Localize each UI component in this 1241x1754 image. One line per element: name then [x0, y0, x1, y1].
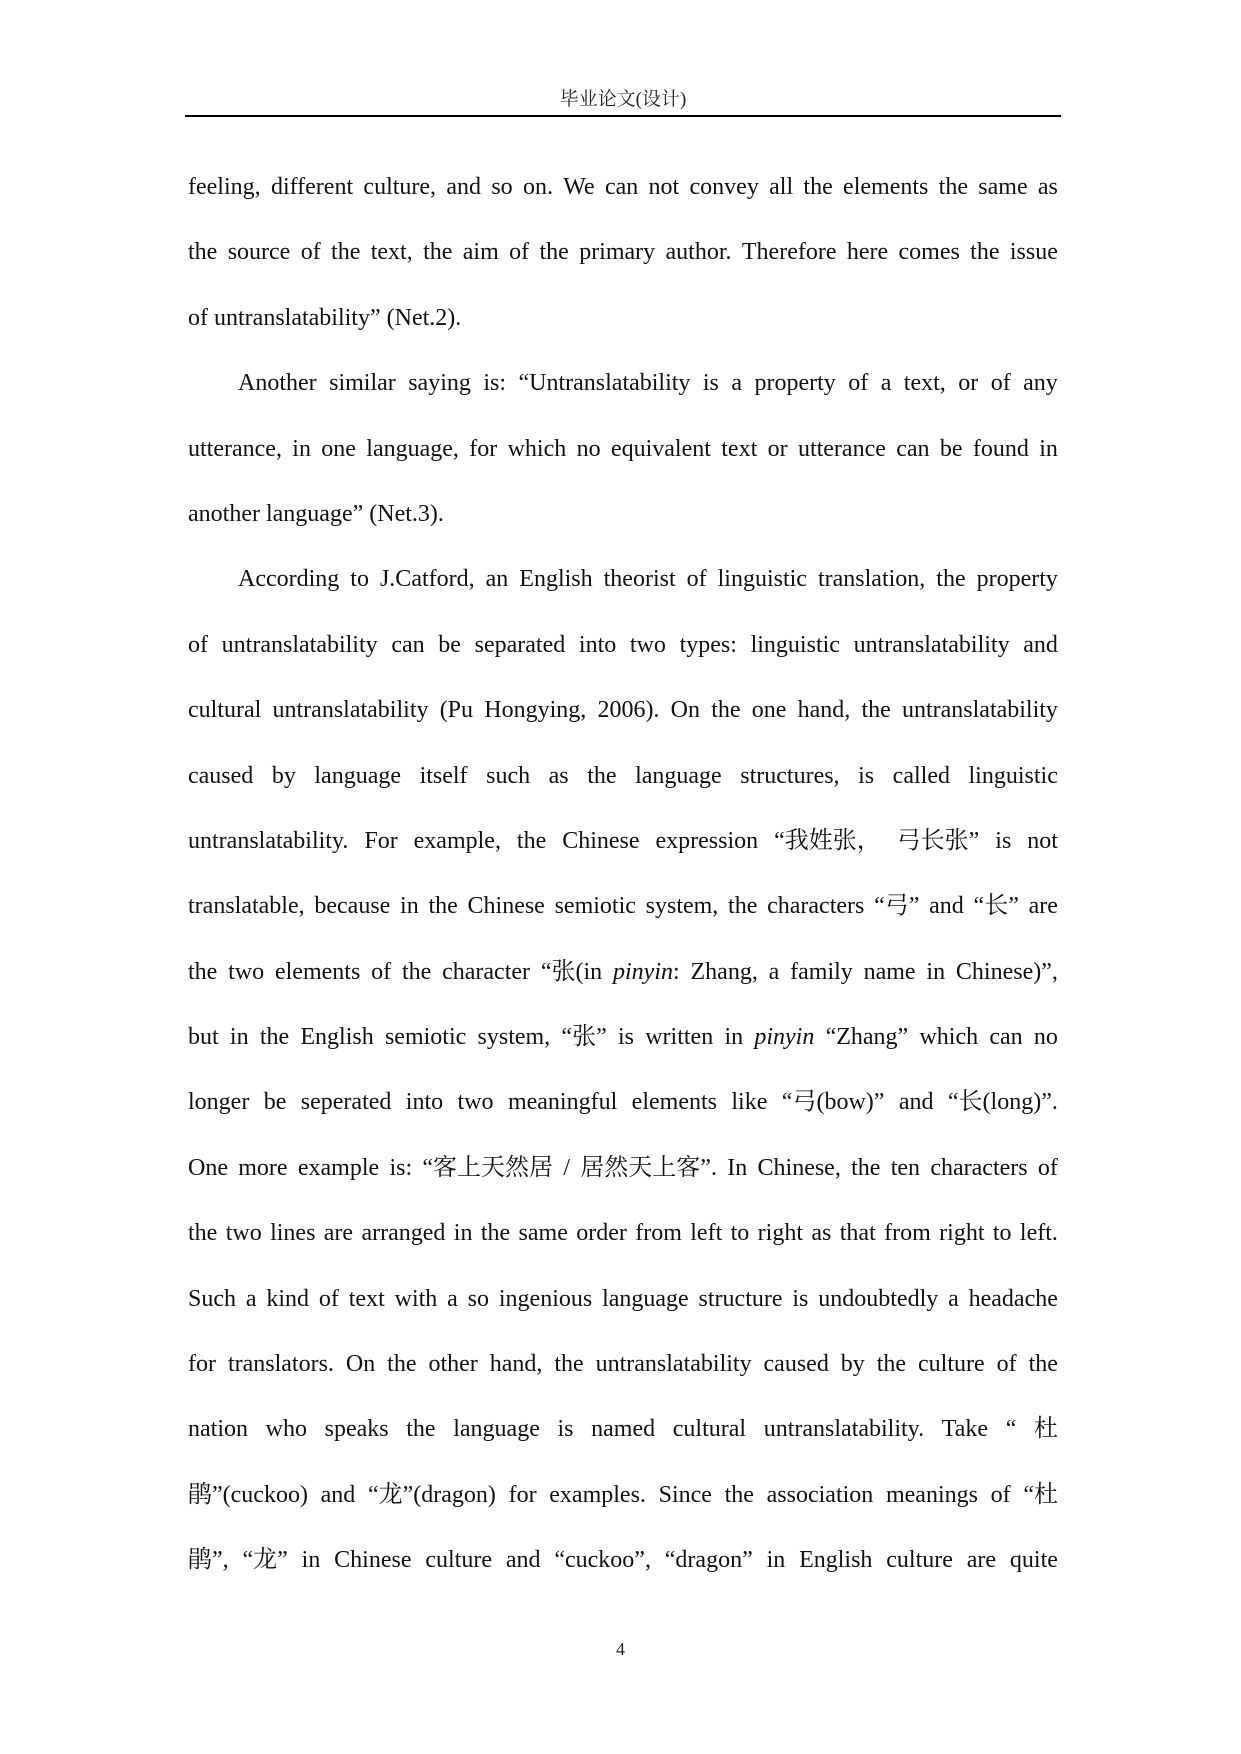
word: arranged: [361, 1220, 446, 1247]
word: feeling,: [188, 174, 261, 200]
word: and: [1023, 631, 1058, 658]
word: left: [690, 1220, 723, 1247]
word: another: [188, 500, 260, 527]
word: in: [926, 958, 946, 985]
word: from: [884, 1220, 931, 1247]
word: utterance,: [188, 435, 282, 462]
word: text,: [903, 370, 946, 397]
word: language”: [265, 500, 364, 527]
word: system,: [477, 1024, 551, 1051]
word: elements: [843, 174, 929, 200]
word: is:: [389, 1154, 413, 1181]
word: because: [314, 893, 391, 920]
word: elements: [274, 958, 361, 985]
word: structure: [698, 1285, 783, 1312]
text-line: [188, 678, 1058, 743]
word: called: [892, 762, 950, 789]
word: left.: [1019, 1220, 1058, 1247]
word: the: [936, 566, 966, 593]
word: language: [635, 762, 722, 789]
word: language: [314, 762, 402, 789]
word: the: [711, 697, 741, 724]
word: theorist: [603, 566, 676, 593]
word: “长(long)”.: [947, 1089, 1058, 1116]
word: named: [591, 1416, 656, 1443]
word: two: [225, 1220, 262, 1247]
word: untranslatability.: [763, 1416, 925, 1443]
word: of: [188, 631, 208, 658]
word: untranslatability: [272, 697, 429, 724]
word: and: [505, 1547, 541, 1574]
word: two: [228, 958, 265, 985]
word: on.: [522, 174, 553, 200]
word: but: [188, 1024, 219, 1051]
word: (Net.3).: [369, 500, 444, 527]
word: English: [519, 566, 593, 593]
word: the: [970, 239, 1000, 266]
word: Zhang,: [690, 958, 758, 985]
word: like: [731, 1089, 768, 1116]
word: the: [861, 697, 891, 724]
word: quite: [1009, 1547, 1058, 1574]
word: be: [939, 435, 963, 462]
word: same: [978, 174, 1028, 200]
body-text: [188, 155, 1058, 1594]
word: example: [297, 1154, 380, 1181]
word: equivalent: [610, 435, 711, 462]
word: right: [939, 1220, 985, 1247]
word: For: [364, 827, 398, 854]
word: is: [702, 370, 719, 397]
word: a: [245, 1285, 257, 1312]
word: the: [876, 1351, 907, 1378]
word: caused: [188, 762, 254, 789]
word: of: [318, 1285, 339, 1312]
word: J.Catford,: [379, 566, 475, 593]
word: “我姓张，: [774, 827, 881, 854]
word: translation,: [817, 566, 926, 593]
word: are: [323, 1220, 354, 1247]
word: culture: [886, 1547, 953, 1574]
word: is: [557, 1416, 574, 1443]
word: the: [587, 762, 617, 789]
text-line: [188, 874, 1058, 939]
word: of: [188, 304, 208, 331]
word: a: [948, 1285, 959, 1312]
word: “张”: [561, 1024, 607, 1051]
word: in: [301, 1547, 321, 1574]
word: a: [768, 958, 780, 985]
word: translators.: [227, 1351, 334, 1378]
word: all: [769, 174, 794, 200]
word: “cuckoo”,: [554, 1547, 651, 1574]
word: speaks: [324, 1416, 389, 1443]
word: 居然天上客”.: [580, 1154, 717, 1181]
word: are: [966, 1547, 997, 1574]
word: not: [1027, 827, 1058, 854]
word: “龙”: [242, 1547, 288, 1574]
word: of: [686, 566, 707, 593]
word: one: [751, 697, 787, 724]
word: which: [919, 1024, 979, 1051]
word: two: [629, 631, 666, 658]
word: by: [271, 762, 296, 789]
text-line: [188, 482, 1058, 547]
word: the: [480, 1220, 511, 1247]
word: 2006).: [597, 697, 660, 724]
word: are: [1028, 893, 1058, 920]
word: “张(in: [540, 958, 603, 985]
word: same: [518, 1220, 568, 1247]
word: other: [428, 1351, 478, 1378]
word: Therefore: [741, 239, 837, 266]
word: cultural: [188, 697, 262, 724]
word: as: [548, 762, 569, 789]
word: On: [670, 697, 700, 724]
word: In: [727, 1154, 748, 1181]
word: lines: [270, 1220, 316, 1247]
word: system,: [645, 893, 719, 920]
word: is: [792, 1285, 809, 1312]
word: untranslatability”: [214, 304, 381, 331]
text-line: [188, 1267, 1058, 1332]
word: undoubtedly: [818, 1285, 939, 1312]
word: in: [766, 1547, 786, 1574]
word: or: [767, 435, 788, 462]
word: of: [848, 370, 869, 397]
word: such: [486, 762, 531, 789]
word: untranslatability.: [188, 827, 349, 854]
text-line: [188, 940, 1058, 1005]
word: 鹃”,: [188, 1547, 229, 1574]
word: the: [938, 174, 968, 200]
word: “: [1005, 1416, 1017, 1443]
text-line: [188, 1528, 1058, 1593]
word: linguistic: [968, 762, 1058, 789]
word: any: [1023, 370, 1058, 397]
word: (Pu: [439, 697, 474, 724]
word: pinyin: [754, 1024, 815, 1051]
word: the: [728, 893, 758, 920]
word: author.: [665, 239, 732, 266]
word: meanings: [885, 1481, 978, 1508]
word: from: [635, 1220, 682, 1247]
word: “客上天然居: [422, 1154, 554, 1181]
word: text: [721, 435, 758, 462]
word: elements: [631, 1089, 717, 1116]
word: here: [846, 239, 889, 266]
word: the: [259, 1024, 290, 1051]
word: can: [604, 174, 639, 200]
word: culture: [425, 1547, 492, 1574]
page-header-title: 毕业论文(设计): [559, 89, 687, 110]
word: English: [300, 1024, 374, 1051]
word: with: [394, 1285, 438, 1312]
word: of: [371, 958, 392, 985]
word: who: [265, 1416, 307, 1443]
word: as: [1037, 174, 1058, 200]
word: and: [898, 1089, 934, 1116]
text-line: [188, 809, 1058, 874]
word: is: [995, 827, 1012, 854]
word: for: [508, 1481, 537, 1508]
word: the: [188, 958, 218, 985]
text-line: [188, 613, 1058, 678]
word: “龙”(dragon): [367, 1481, 496, 1508]
word: the: [724, 1481, 754, 1508]
word: translatable,: [188, 893, 305, 920]
text-line: [188, 220, 1058, 285]
word: of: [300, 239, 321, 266]
word: convey: [689, 174, 759, 200]
word: two: [457, 1089, 494, 1116]
word: One: [188, 1154, 228, 1181]
word: cultural: [672, 1416, 747, 1443]
word: ingenious: [498, 1285, 593, 1312]
word: 杜: [1034, 1416, 1058, 1443]
word: found: [972, 435, 1029, 462]
text-line: [188, 1005, 1058, 1070]
word: one: [321, 435, 356, 462]
word: “长”: [973, 893, 1019, 920]
word: expression: [655, 827, 759, 854]
word: can: [989, 1024, 1023, 1051]
text-line: [188, 286, 1058, 351]
word: hand,: [797, 697, 851, 724]
word: be: [438, 631, 461, 658]
word: untranslatability: [901, 697, 1058, 724]
word: language: [602, 1285, 689, 1312]
word: to: [350, 566, 369, 593]
word: in: [1039, 435, 1058, 462]
word: the: [554, 1351, 584, 1378]
word: aim: [462, 239, 499, 266]
word: saying: [408, 370, 471, 397]
word: the: [387, 1351, 417, 1378]
word: Chinese: [334, 1547, 412, 1574]
word: which: [507, 435, 567, 462]
header-rule: [185, 115, 1061, 117]
word: seperated: [300, 1089, 392, 1116]
word: in: [292, 435, 311, 462]
word: that: [839, 1220, 876, 1247]
word: /: [563, 1154, 571, 1181]
word: longer: [188, 1089, 250, 1116]
word: by: [840, 1351, 865, 1378]
word: types:: [679, 631, 737, 658]
word: association: [766, 1481, 874, 1508]
word: Chinese,: [757, 1154, 841, 1181]
word: property: [976, 566, 1058, 593]
word: order: [576, 1220, 627, 1247]
text-line: [188, 1332, 1058, 1397]
word: the: [851, 1154, 881, 1181]
word: so: [467, 1285, 490, 1312]
word: property: [754, 370, 836, 397]
word: name: [863, 958, 916, 985]
word: the: [188, 239, 218, 266]
word: headache: [968, 1285, 1058, 1312]
word: Since: [658, 1481, 712, 1508]
word: “Zhang”: [825, 1024, 909, 1051]
word: examples.: [549, 1481, 646, 1508]
word: a: [880, 370, 892, 397]
word: characters: [930, 1154, 1028, 1181]
word: example,: [413, 827, 501, 854]
word: or: [958, 370, 979, 397]
text-line: [188, 1136, 1058, 1201]
word: be: [263, 1089, 287, 1116]
page-number: 4: [616, 1639, 625, 1659]
word: not: [648, 174, 680, 200]
word: 弓长张”: [896, 827, 980, 854]
word: “弓(bow)”: [781, 1089, 885, 1116]
word: source: [227, 239, 291, 266]
word: “dragon”: [664, 1547, 753, 1574]
word: primary: [579, 239, 656, 266]
word: (Net.2).: [386, 304, 462, 331]
word: in: [724, 1024, 744, 1051]
word: the: [1028, 1351, 1058, 1378]
word: and: [320, 1481, 356, 1508]
text-line: [188, 1463, 1058, 1528]
word: hand,: [489, 1351, 543, 1378]
word: semiotic: [384, 1024, 467, 1051]
word: We: [563, 174, 595, 200]
word: Chinese)”,: [955, 958, 1058, 985]
word: text,: [370, 239, 413, 266]
word: characters: [767, 893, 865, 920]
word: into: [578, 631, 617, 658]
word: language,: [366, 435, 459, 462]
word: the: [188, 1220, 218, 1247]
word: family: [790, 958, 853, 985]
word: language: [453, 1416, 540, 1443]
word: for: [469, 435, 498, 462]
word: English: [799, 1547, 873, 1574]
word: caused: [763, 1351, 829, 1378]
text-line: [188, 1201, 1058, 1266]
word: and: [446, 174, 482, 200]
word: no: [576, 435, 601, 462]
word: untranslatability: [595, 1351, 752, 1378]
word: structures,: [740, 762, 840, 789]
word: pinyin:: [613, 958, 680, 985]
text-line: [188, 417, 1058, 482]
word: the: [331, 239, 361, 266]
text-line: [188, 351, 1058, 416]
word: the: [803, 174, 833, 200]
word: separated: [474, 631, 566, 658]
word: a: [447, 1285, 458, 1312]
word: is: [858, 762, 875, 789]
word: an: [485, 566, 509, 593]
word: culture: [918, 1351, 985, 1378]
word: can: [391, 631, 425, 658]
word: text: [348, 1285, 385, 1312]
word: in: [229, 1024, 249, 1051]
word: to: [992, 1220, 1012, 1247]
word: meaningful: [507, 1089, 618, 1116]
word: untranslatability: [853, 631, 1010, 658]
word: the: [539, 239, 569, 266]
word: Hongying,: [484, 697, 587, 724]
word: According: [238, 566, 340, 593]
word: culture,: [363, 174, 437, 200]
word: issue: [1009, 239, 1058, 266]
word: in: [400, 893, 419, 920]
word: similar: [329, 370, 396, 397]
text-line: [188, 1070, 1058, 1135]
word: so: [491, 174, 513, 200]
word: is: [617, 1024, 634, 1051]
word: linguistic: [717, 566, 807, 593]
word: can: [896, 435, 930, 462]
text-line: [188, 547, 1058, 612]
text-line: [188, 744, 1058, 809]
word: linguistic: [750, 631, 840, 658]
text-line: [188, 1397, 1058, 1462]
word: untranslatability: [221, 631, 378, 658]
word: of: [509, 239, 530, 266]
word: “杜: [1023, 1481, 1058, 1508]
word: is:: [483, 370, 507, 397]
word: no: [1033, 1024, 1058, 1051]
word: the: [423, 239, 453, 266]
word: ten: [890, 1154, 921, 1181]
word: Chinese: [562, 827, 640, 854]
word: of: [990, 370, 1011, 397]
word: of: [990, 1481, 1011, 1508]
word: Such: [188, 1285, 236, 1312]
word: 鹃”(cuckoo): [188, 1481, 308, 1508]
word: On: [345, 1351, 376, 1378]
word: Another: [238, 370, 317, 397]
word: kind: [266, 1285, 310, 1312]
word: itself: [419, 762, 468, 789]
word: Chinese: [467, 893, 545, 920]
word: nation: [188, 1416, 248, 1443]
word: more: [238, 1154, 288, 1181]
word: a: [731, 370, 743, 397]
word: semiotic: [554, 893, 636, 920]
word: in: [453, 1220, 473, 1247]
word: and: [929, 893, 964, 920]
word: of: [996, 1351, 1017, 1378]
word: the: [401, 958, 432, 985]
word: written: [645, 1024, 714, 1051]
word: to: [730, 1220, 750, 1247]
word: as: [811, 1220, 832, 1247]
word: character: [442, 958, 531, 985]
word: for: [188, 1351, 216, 1378]
word: right: [757, 1220, 803, 1247]
text-line: [188, 155, 1058, 220]
word: the: [516, 827, 547, 854]
word: utterance: [797, 435, 886, 462]
word: comes: [898, 239, 960, 266]
word: Take: [941, 1416, 989, 1443]
word: the: [406, 1416, 436, 1443]
word: “Untranslatability: [518, 370, 691, 397]
word: different: [270, 174, 354, 200]
word: “弓”: [874, 893, 920, 920]
word: the: [428, 893, 458, 920]
word: of: [1037, 1154, 1058, 1181]
word: into: [405, 1089, 444, 1116]
